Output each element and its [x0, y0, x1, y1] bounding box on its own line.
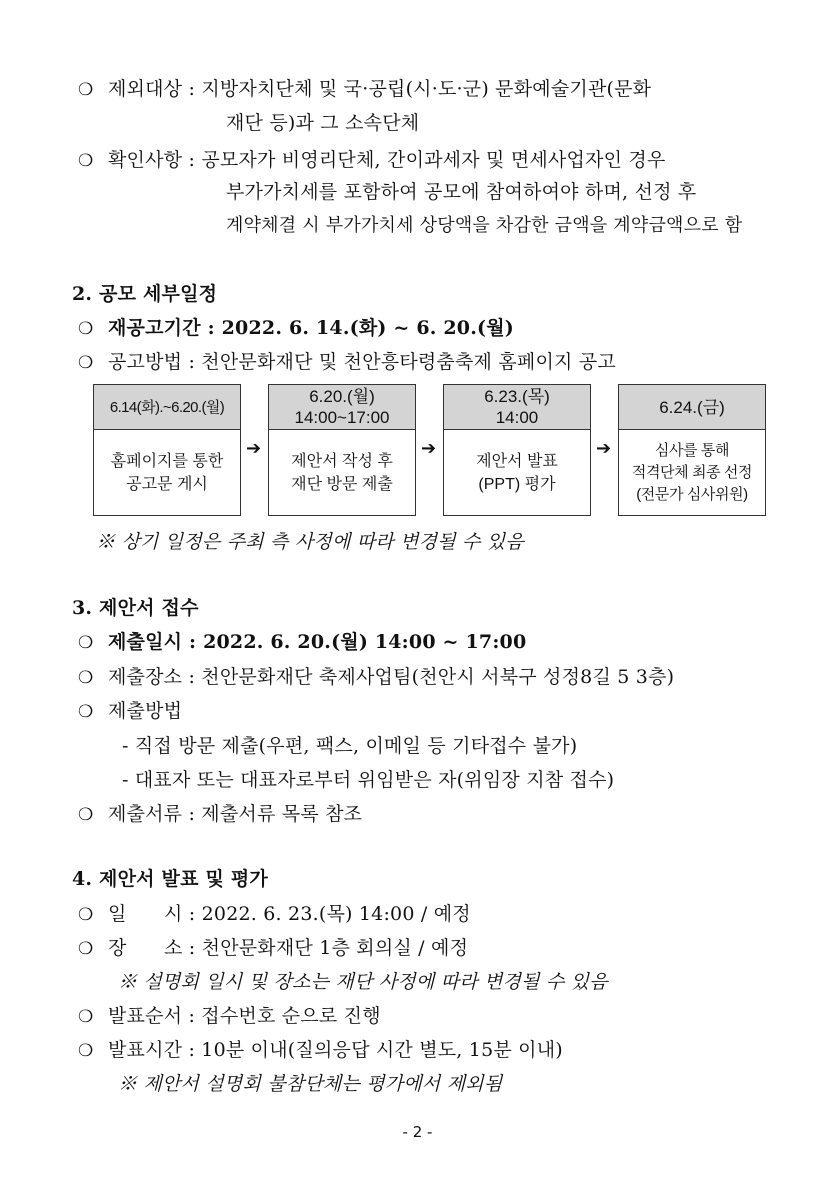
present-place-value: : 천안문화재단 1층 회의실 / 예정 — [188, 937, 469, 959]
present-time-label: 발표시간 — [108, 1039, 183, 1061]
check-text-1: 공모자가 비영리단체, 간이과세자 및 면세사업자인 경우 — [201, 149, 666, 171]
timeline-step-1 — [93, 384, 241, 516]
period-value: : 2022. 6. 14.(화) ~ 6. 20.(월) — [207, 317, 514, 339]
submit-method-label: 제출방법 — [108, 700, 183, 722]
present-place-label: 장 소 — [108, 937, 183, 959]
bullet-icon: ❍ — [78, 151, 94, 171]
step-date: 6.14(화).~6.20.(월) — [94, 385, 240, 430]
timeline-step-2 — [268, 384, 416, 516]
method-item — [78, 350, 616, 375]
step-date: 6.24.(금) — [619, 385, 765, 430]
timeline-step-3 — [443, 384, 591, 516]
step-date: 6.23.(목) 14:00 — [444, 385, 590, 430]
schedule-note: ※ 상기 일정은 주최 측 사정에 따라 변경될 수 있음 — [96, 531, 524, 553]
method-label: 공고방법 — [108, 351, 183, 373]
submit-place-value: : 천안문화재단 축제사업팀(천안시 서북구 성정8길 5 3층) — [188, 666, 675, 688]
section2-heading: 2. 공모 세부일정 — [72, 283, 218, 305]
submit-date-value: : 2022. 6. 20.(월) 14:00 ~ 17:00 — [189, 631, 527, 653]
bullet-icon: ❍ — [78, 80, 94, 100]
present-time-item — [78, 1038, 563, 1063]
step-desc: 제안서 발표 (PPT) 평가 — [476, 453, 558, 493]
bullet-icon: ❍ — [78, 319, 94, 339]
timeline-step-4 — [618, 384, 766, 516]
bullet-icon: ❍ — [78, 668, 94, 688]
check-text-2: 부가가치세를 포함하여 공모에 참여하여야 하며, 선정 후 — [226, 181, 697, 203]
submit-place-item — [78, 665, 674, 690]
bullet-icon: ❍ — [78, 805, 94, 825]
present-date-label: 일 시 — [108, 903, 183, 925]
submit-date-label: 제출일시 — [108, 631, 183, 653]
exclusion-item: ❍ 제외대상 : 지방자치단체 및 국·공립(시·도·군) 문화예술기관(문화 — [78, 78, 652, 100]
present-date-value: : 2022. 6. 23.(목) 14:00 / 예정 — [188, 903, 471, 925]
check-item: ❍ 확인사항 : 공모자가 비영리단체, 간이과세자 및 면세사업자인 경우 — [78, 149, 666, 171]
section3-heading: 3. 제안서 접수 — [72, 597, 199, 619]
check-label: 확인사항 — [108, 149, 183, 171]
period-item — [78, 316, 514, 341]
present-order-item — [78, 1004, 381, 1029]
arrow-icon: ➔ — [421, 438, 437, 459]
step-desc: 제안서 작성 후 재단 방문 제출 — [291, 453, 393, 493]
bullet-icon: ❍ — [78, 702, 94, 722]
submit-method-item — [78, 699, 182, 724]
arrow-icon: ➔ — [246, 438, 262, 459]
submit-date-item — [78, 630, 526, 655]
exclusion-text-2: 재단 등)과 그 소속단체 — [226, 112, 420, 134]
arrow-icon: ➔ — [596, 438, 612, 459]
bullet-icon: ❍ — [78, 939, 94, 959]
method-value: : 천안문화재단 및 천안흥타령춤축제 홈페이지 공고 — [188, 351, 616, 373]
bullet-icon: ❍ — [78, 633, 94, 653]
exclusion-text-1: 지방자치단체 및 국·공립(시·도·군) 문화예술기관(문화 — [201, 78, 652, 100]
bullet-icon: ❍ — [78, 1007, 94, 1027]
submit-method-detail-2: - 대표자 또는 대표자로부터 위임받은 자(위임장 지참 접수) — [122, 769, 615, 791]
present-note-1: ※ 설명회 일시 및 장소는 재단 사정에 따라 변경될 수 있음 — [118, 971, 608, 993]
present-order-label: 발표순서 — [108, 1005, 183, 1027]
submit-docs-label: 제출서류 — [108, 803, 183, 825]
present-place-item — [78, 936, 468, 961]
present-date-item — [78, 902, 471, 927]
step-desc: 심사를 통해 적격단체 최종 선정 (전문가 심사위원) — [631, 442, 753, 503]
submit-method-detail-1: - 직접 방문 제출(우편, 팩스, 이메일 등 기타접수 불가) — [122, 735, 578, 757]
bullet-icon: ❍ — [78, 353, 94, 373]
present-note-2: ※ 제안서 설명회 불참단체는 평가에서 제외됨 — [118, 1073, 503, 1095]
submit-docs-item — [78, 802, 362, 827]
bullet-icon: ❍ — [78, 905, 94, 925]
step-date: 6.20.(월) 14:00~17:00 — [269, 385, 415, 430]
exclusion-label: 제외대상 — [108, 78, 183, 100]
submit-docs-value: : 제출서류 목록 참조 — [188, 803, 363, 825]
page-number: - 2 - — [402, 1123, 433, 1141]
present-order-value: : 접수번호 순으로 진행 — [188, 1005, 381, 1027]
section4-heading: 4. 제안서 발표 및 평가 — [72, 868, 268, 890]
bullet-icon: ❍ — [78, 1041, 94, 1061]
submit-place-label: 제출장소 — [108, 666, 183, 688]
present-time-value: : 10분 이내(질의응답 시간 별도, 15분 이내) — [188, 1039, 563, 1061]
step-desc: 홈페이지를 통한 공고문 게시 — [110, 453, 224, 493]
period-label: 재공고기간 — [108, 317, 201, 339]
check-text-3: 계약체결 시 부가가치세 상당액을 차감한 금액을 계약금액으로 함 — [226, 215, 743, 236]
